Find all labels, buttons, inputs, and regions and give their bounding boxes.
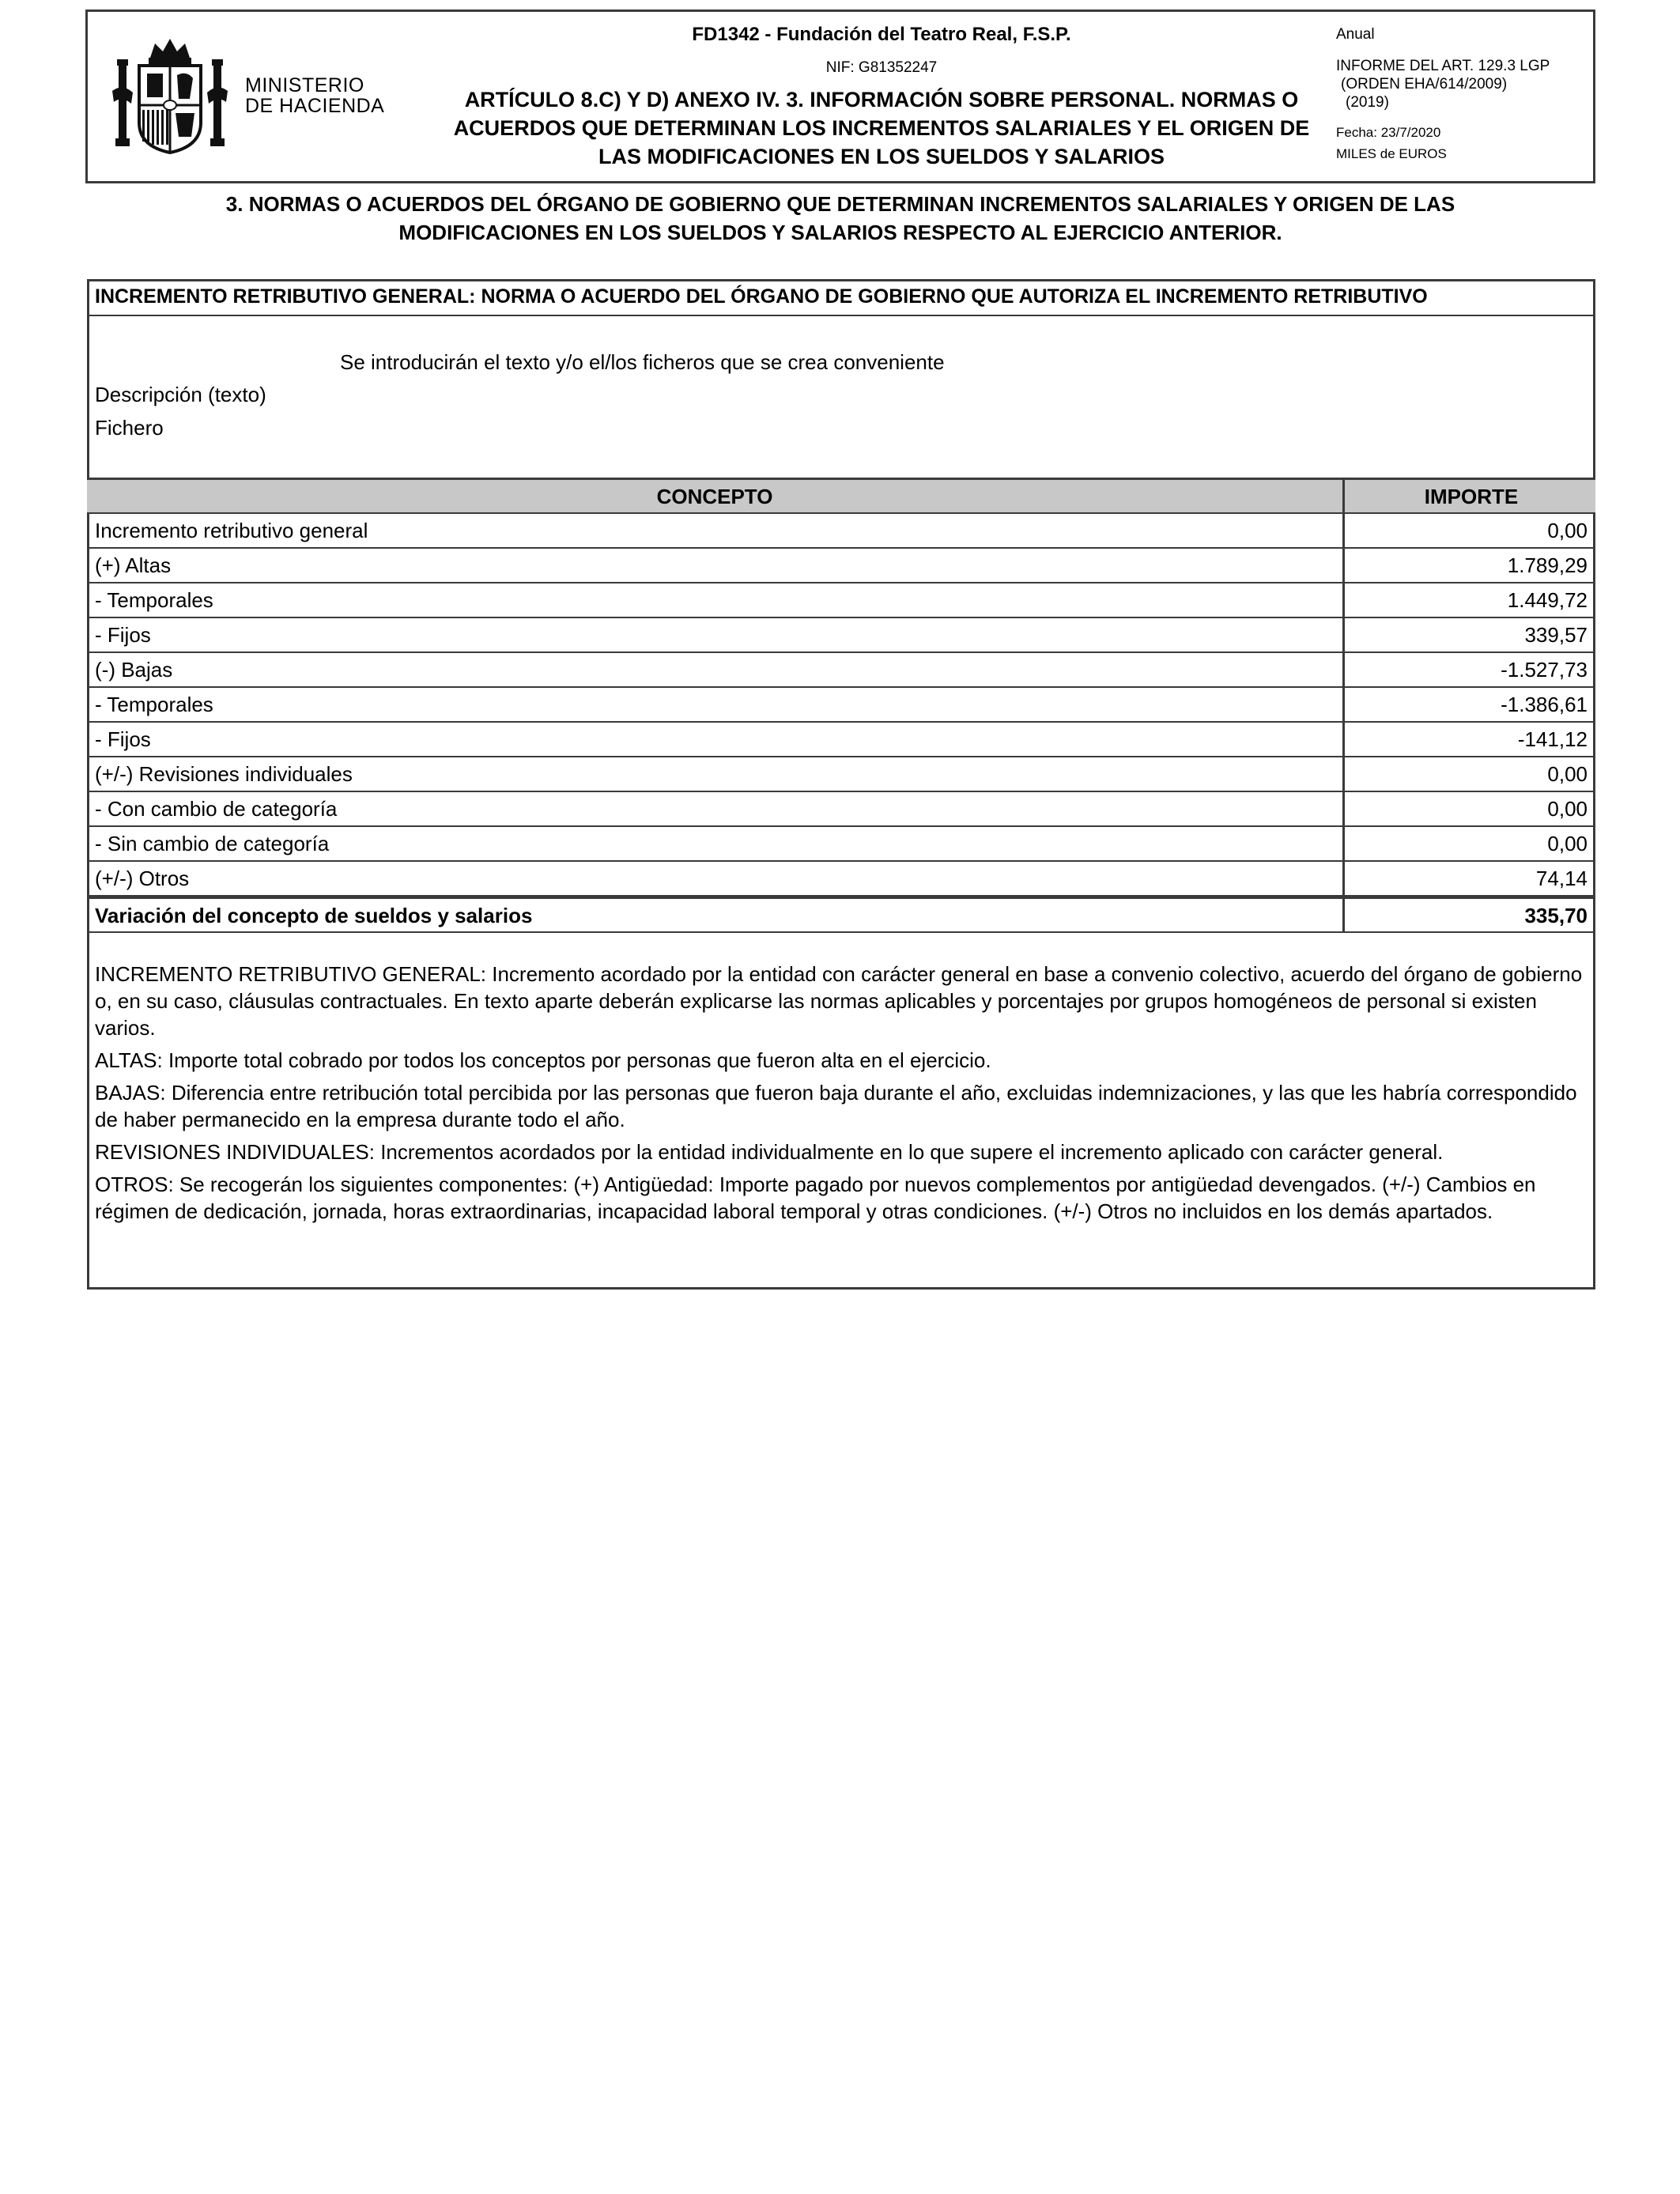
report-ref-line: INFORME DEL ART. 129.3 LGP <box>1336 58 1550 74</box>
report-units: MILES de EUROS <box>1336 146 1447 161</box>
total-importe-cell: 335,70 <box>1524 904 1588 927</box>
report-ref-line: (ORDEN EHA/614/2009) <box>1341 76 1508 93</box>
file-label: Fichero <box>95 416 164 440</box>
concepto-cell: (+/-) Otros <box>87 862 1345 895</box>
article-title-line: ARTÍCULO 8.C) Y D) ANEXO IV. 3. INFORMACIÓN SOBRE PERSONAL. NORMAS O <box>464 88 1299 111</box>
concepto-cell: - Con cambio de categoría <box>87 792 1345 825</box>
table-row <box>87 618 1595 653</box>
article-title-line: ACUERDOS QUE DETERMINAN LOS INCREMENTOS SALARIALES Y EL ORIGEN DE <box>453 116 1310 140</box>
note-paragraph: REVISIONES INDIVIDUALES: Incrementos acordados por la entidad individualmente en lo que supere el incremento aplicado con carácter general. <box>95 1140 1444 1164</box>
section-heading <box>85 190 1595 247</box>
ministry-name <box>245 75 384 116</box>
note-paragraph: OTROS: Se recogerán los siguientes componentes: (+) Antigüedad: Importe pagado por nuevos complementos por antigüedad devengados. (+/-) Cambios en régimen de dedicación, jornada, horas extraordinarias, incapacidad laboral temporal y otras condiciones. (+/-) Otros no incluidos en los demás apartados. <box>95 1173 1536 1223</box>
importe-cell: 0,00 <box>1547 797 1588 821</box>
importe-cell: -141,12 <box>1517 727 1588 751</box>
report-reference <box>1336 57 1550 111</box>
nif-label: NIF: G81352247 <box>825 59 938 76</box>
importe-cell: 339,57 <box>1524 623 1588 647</box>
table-header-row <box>87 478 1595 514</box>
entity-title: FD1342 - Fundación del Teatro Real, F.S.P. <box>692 24 1071 45</box>
table-row <box>87 514 1595 549</box>
article-title-line: LAS MODIFICACIONES EN LOS SUELDOS Y SALARIOS <box>598 145 1165 168</box>
total-concepto-cell: Variación del concepto de sueldos y salarios <box>87 899 1345 931</box>
table-row <box>87 827 1595 862</box>
table-row <box>87 688 1595 723</box>
table-row <box>87 583 1595 618</box>
note-paragraph: BAJAS: Diferencia entre retribución total percibida por las personas que fueron baja durante el año, excluidas indemnizaciones, y las que les habría correspondido de haber permanecido en la empresa durante todo el año. <box>95 1081 1577 1131</box>
importe-cell: 1.449,72 <box>1507 588 1588 612</box>
column-header-importe: IMPORTE <box>1424 485 1519 508</box>
concepto-cell: - Temporales <box>87 583 1345 617</box>
table-row <box>87 549 1595 583</box>
table-row <box>87 792 1595 827</box>
block-title: INCREMENTO RETRIBUTIVO GENERAL: NORMA O ACUERDO DEL ÓRGANO DE GOBIERNO QUE AUTORIZA EL INCREMENTO RETRIBUTIVO <box>87 279 1595 316</box>
importe-cell: 0,00 <box>1547 832 1588 855</box>
report-ref-line: (2019) <box>1346 94 1389 111</box>
periodicity-label: Anual <box>1336 26 1375 43</box>
table-row <box>87 757 1595 792</box>
importe-cell: 1.789,29 <box>1507 553 1588 577</box>
table-total-row <box>87 897 1595 933</box>
concepto-cell: - Fijos <box>87 618 1345 651</box>
importe-cell: -1.527,73 <box>1501 658 1588 682</box>
concepto-cell: (-) Bajas <box>87 653 1345 686</box>
definitions-notes <box>95 961 1589 1230</box>
concepto-cell: - Temporales <box>87 688 1345 721</box>
section-heading-line: MODIFICACIONES EN LOS SUELDOS Y SALARIOS RESPECTO AL EJERCICIO ANTERIOR. <box>398 221 1282 244</box>
ministry-line2: DE HACIENDA <box>245 95 385 117</box>
note-paragraph: ALTAS: Importe total cobrado por todos los conceptos por personas que fueron alta en el ejercicio. <box>95 1048 991 1072</box>
concepto-cell: - Fijos <box>87 723 1345 756</box>
note-paragraph: INCREMENTO RETRIBUTIVO GENERAL: Incremento acordado por la entidad con carácter general en base a convenio colectivo, acuerdo del órgano de gobierno o, en su caso, cláusulas contractuales. En texto aparte deberán explicarse las normas aplicables y porcentajes por grupos homogéneos de personal si existen varios. <box>95 962 1583 1040</box>
salary-table <box>87 478 1595 933</box>
importe-cell: -1.386,61 <box>1501 693 1588 716</box>
report-date: Fecha: 23/7/2020 <box>1336 125 1441 140</box>
ministry-line1: MINISTERIO <box>245 74 364 96</box>
table-row <box>87 653 1595 688</box>
section-heading-line: 3. NORMAS O ACUERDOS DEL ÓRGANO DE GOBIERNO QUE DETERMINAN INCREMENTOS SALARIALES Y ORIGEN DE LAS <box>225 192 1455 216</box>
concepto-cell: (+/-) Revisiones individuales <box>87 757 1345 791</box>
importe-cell: 74,14 <box>1535 867 1588 890</box>
article-title <box>431 85 1332 171</box>
column-header-concepto: CONCEPTO <box>87 480 1345 512</box>
concepto-cell: - Sin cambio de categoría <box>87 827 1345 860</box>
input-hint: Se introducirán el texto y/o el/los ficheros que se crea conveniente <box>340 350 945 374</box>
importe-cell: 0,00 <box>1547 762 1588 786</box>
description-label: Descripción (texto) <box>95 383 266 406</box>
table-row <box>87 723 1595 757</box>
importe-cell: 0,00 <box>1547 519 1588 542</box>
coat-of-arms-logo <box>111 36 229 156</box>
concepto-cell: (+) Altas <box>87 549 1345 582</box>
concepto-cell: Incremento retributivo general <box>87 514 1345 547</box>
table-row <box>87 862 1595 897</box>
